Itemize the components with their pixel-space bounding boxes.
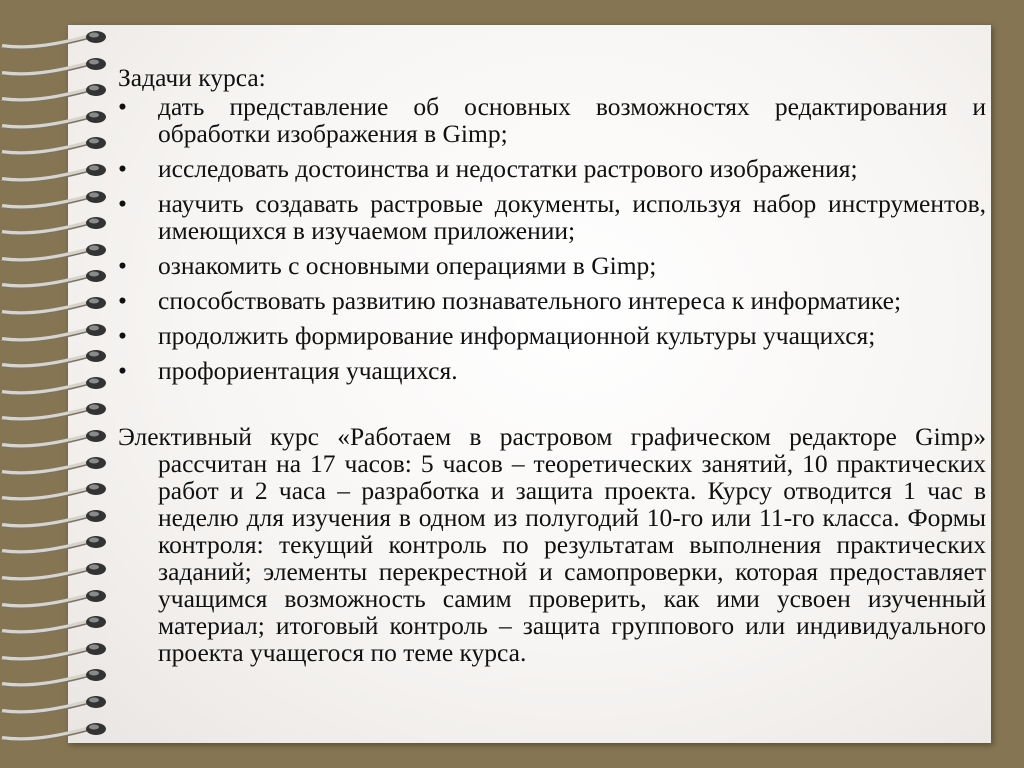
spiral-coil-icon <box>0 718 112 744</box>
slide-content <box>118 64 986 666</box>
spiral-coil-icon <box>0 106 112 132</box>
tasks-heading: Задачи курса: <box>118 63 266 92</box>
spiral-coil-icon <box>0 132 112 158</box>
spiral-coil-icon <box>0 319 112 345</box>
task-text: дать представление об основных возможностях редактирования и обработки изображения в Gimp; <box>158 92 986 148</box>
spiral-coil-icon <box>0 638 112 664</box>
task-item <box>118 357 986 384</box>
spiral-coil-icon <box>0 265 112 291</box>
spiral-coil-icon <box>0 159 112 185</box>
spiral-coil-icon <box>0 425 112 451</box>
task-text: способствовать развитию познавательного интереса к информатике; <box>158 286 902 315</box>
task-item <box>118 93 986 147</box>
course-description <box>118 423 986 666</box>
bullet-icon: • <box>118 286 127 315</box>
spiral-binding <box>0 0 135 768</box>
task-text: профориентация учащихся. <box>158 356 458 385</box>
bullet-icon: • <box>118 92 127 121</box>
spiral-coil-icon <box>0 53 112 79</box>
task-item <box>118 252 986 279</box>
spiral-coil-icon <box>0 26 112 52</box>
spiral-coil-icon <box>0 79 112 105</box>
spiral-coil-icon <box>0 664 112 690</box>
spiral-coil-icon <box>0 531 112 557</box>
spiral-coil-icon <box>0 611 112 637</box>
task-item <box>118 322 986 349</box>
bullet-icon: • <box>118 356 127 385</box>
spiral-coil-icon <box>0 345 112 371</box>
tasks-list <box>118 93 986 384</box>
spiral-coil-icon <box>0 585 112 611</box>
task-text: научить создавать растровые документы, используя набор инструментов, имеющихся в изучаемом приложении; <box>158 189 986 245</box>
spiral-coil-icon <box>0 239 112 265</box>
course-description-text: Элективный курс «Работаем в растровом графическом редакторе Gimp» рассчитан на 17 часов: 5 часов – теоретических занятий, 10 практических работ и 2 часа – разработка и защита проекта. Курсу отводится 1 час в неделю для изучения в одном из полугодий 10-го или 11-го класса. Формы контроля: текущий контроль по результатам выполнения практических заданий; элементы перекрестной и самопроверки, которая предоставляет учащимся возможность самим проверить, как ими усвоен изученный материал; итоговый контроль – защита группового или индивидуального проекта учащегося по теме курса. <box>118 422 986 667</box>
bullet-icon: • <box>118 189 127 218</box>
spiral-coil-icon <box>0 186 112 212</box>
task-text: ознакомить с основными операциями в Gimp; <box>158 251 657 280</box>
task-item <box>118 287 986 314</box>
task-item <box>118 155 986 182</box>
spiral-coil-icon <box>0 212 112 238</box>
spiral-coil-icon <box>0 558 112 584</box>
bullet-icon: • <box>118 251 127 280</box>
task-text: исследовать достоинства и недостатки растрового изображения; <box>158 154 858 183</box>
spiral-coil-icon <box>0 691 112 717</box>
spiral-coil-icon <box>0 372 112 398</box>
spiral-coil-icon <box>0 398 112 424</box>
task-item <box>118 190 986 244</box>
spiral-coil-icon <box>0 505 112 531</box>
spiral-coil-icon <box>0 452 112 478</box>
spiral-coil-icon <box>0 478 112 504</box>
bullet-icon: • <box>118 321 127 350</box>
task-text: продолжить формирование информационной культуры учащихся; <box>158 321 876 350</box>
bullet-icon: • <box>118 154 127 183</box>
spiral-coil-icon <box>0 292 112 318</box>
